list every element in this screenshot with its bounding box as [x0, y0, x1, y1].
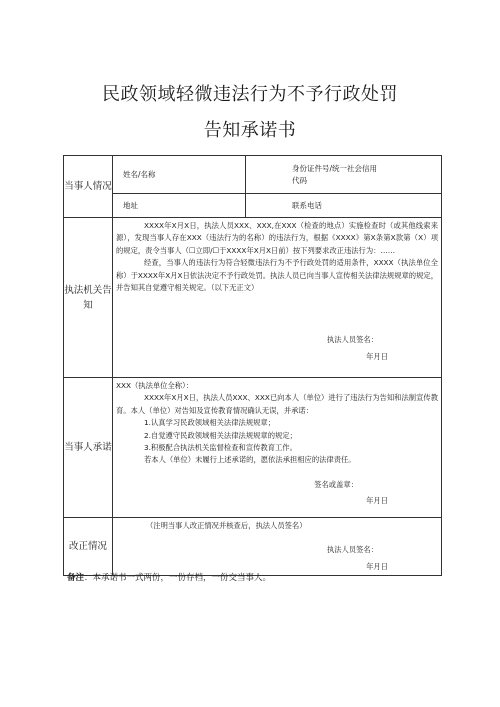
correction-section-label: 改正情况 — [64, 518, 113, 576]
document-title: 民政领域轻微违法行为不予行政处罚 — [102, 84, 398, 105]
enforcement-paragraph-2: 经查，当事人的违法行为符合轻微违法行为不予行政处罚的适用条件，XXXX（执法单位全称）于XXXX年X月X日依法决定不予行政处罚。执法人员已向当事人宣传相关法律法规规章的规定，并告知其自觉遵守相关规定。（以下无正文） — [116, 258, 438, 293]
enforcement-paragraph-1: XXXX年X月X日，执法人员XXX、XXX,在XXX（检查的地点）实施检查时（或其他线索来源），发现当事人存在XXX（违法行为的名称）的违法行为，根据《XXXX》第X条第X款第（X）项的规定，责令当事人（☐立即/☐于XXXX年X月X日前）按下列要求改正违法行为：…… — [116, 221, 438, 255]
correction-note: （注明当事人改正情况并核查后，执法人员签名） — [146, 521, 307, 530]
phone-field[interactable] — [246, 194, 442, 218]
footnote-text: ：本承诺书一式两份，一份存档，一份交当事人。 — [84, 573, 272, 583]
party-signature[interactable]: 签名或盖章： — [314, 479, 358, 489]
correction-officer-signature[interactable]: 执法人员签名： — [326, 545, 378, 555]
footnote-label: 备注 — [67, 573, 85, 583]
name-field[interactable] — [113, 156, 246, 194]
commitment-paragraph-1: XXXX年X月X日，执法人员XXX、XXX已向本人（单位）进行了违法行为告知和法制宣传教育。本人（单位）对告知及宣传教育情况确认无误，并承诺： — [116, 393, 438, 415]
address-field[interactable] — [113, 194, 246, 218]
phone-label: 联系电话 — [292, 200, 322, 210]
id-label: 身份证件号/统一社会信用代码 — [292, 163, 378, 185]
footnote — [67, 571, 271, 583]
commitment-item: 1.认真学习民政领域相关法律法规规章； — [144, 418, 276, 428]
document-subtitle: 告知承诺书 — [203, 120, 297, 141]
id-field[interactable] — [246, 156, 442, 194]
enforcement-section-label: 执法机关告知 — [64, 218, 113, 378]
commitment-item: 3.积极配合执法机关监督检查和宣传教育工作。 — [144, 443, 297, 453]
enforcement-officer-signature[interactable]: 执法人员签名： — [326, 335, 378, 345]
commitment-section-label: 当事人承诺 — [64, 378, 113, 518]
commitment-date: 年月日 — [366, 496, 388, 506]
correction-date: 年月日 — [366, 561, 388, 571]
party-section-label: 当事人情况 — [64, 156, 113, 218]
enforcement-notice-content — [113, 218, 442, 378]
commitment-content — [113, 378, 442, 518]
commitment-paragraph-2: 若本人（单位）未履行上述承诺的，愿依法承担相应的法律责任。 — [144, 455, 356, 465]
correction-content — [113, 518, 442, 576]
address-label: 地址 — [123, 200, 138, 210]
commitment-addressee: XXX（执法单位全称）： — [116, 381, 194, 390]
enforcement-date: 年月日 — [366, 351, 388, 361]
commitment-item: 2.自觉遵守民政领域相关法律法规规章的规定； — [144, 430, 297, 440]
commitment-form-table — [63, 155, 442, 576]
name-label: 姓名/名称 — [123, 169, 156, 179]
